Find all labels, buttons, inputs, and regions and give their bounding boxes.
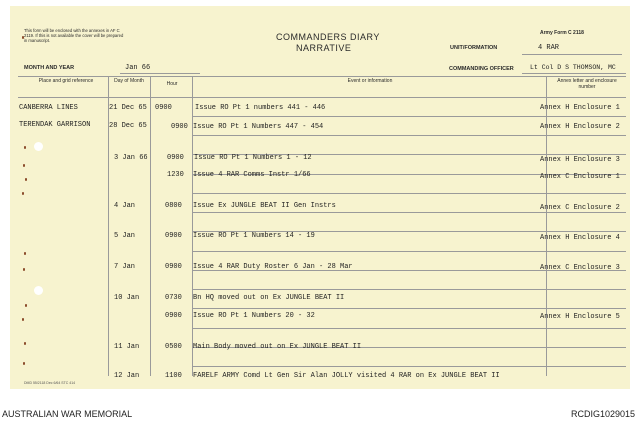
entry-hour: 0900 (167, 154, 184, 162)
col-header-annex: Annex letter and enclosure number (557, 78, 617, 90)
column-divider (108, 76, 109, 376)
entry-day: 12 Jan (114, 372, 140, 380)
entry-hour: 0900 (165, 312, 182, 320)
entry-event: Issue RO Pt 1 Numbers 20 - 32 (193, 312, 315, 320)
row-rule (192, 193, 626, 194)
caption-left: AUSTRALIAN WAR MEMORIAL (2, 409, 133, 419)
col-header-hour: Hour (166, 81, 178, 87)
form-note: This form will be enclosed with the annexes in AF C 2119. If this is not available the cover will be prepared in manuscript. (24, 28, 124, 43)
entry-hour: 0800 (165, 202, 182, 210)
entry-day: 11 Jan (114, 343, 140, 351)
caption-right: RCDIG1029015 (570, 409, 635, 419)
col-header-day: Day of Month (114, 78, 144, 84)
entry-hour: 0730 (165, 294, 182, 302)
entry-annex: Annex H Enclosure 1 (540, 104, 620, 112)
entry-annex: Annex C Enclosure 2 (540, 204, 620, 212)
entry-annex: Annex H Enclosure 3 (540, 156, 620, 164)
entry-hour: 0900 (155, 104, 172, 112)
row-rule (192, 328, 626, 329)
entry-place: TERENDAK GARRISON (19, 121, 91, 129)
entry-annex: Annex H Enclosure 5 (540, 313, 620, 321)
table-top-rule (18, 76, 626, 77)
entry-event: FARELF ARMY Comd Lt Gen Sir Alan JOLLY visited 4 RAR on Ex JUNGLE BEAT II (193, 372, 500, 380)
entry-day: 5 Jan (114, 232, 136, 240)
entry-hour: 1230 (167, 171, 184, 179)
month-value: Jan 66 (125, 64, 151, 72)
rust-spot (24, 342, 26, 345)
row-rule (192, 366, 626, 367)
unit-label: UNIT/FORMATION (450, 45, 498, 51)
rust-spot (23, 164, 25, 167)
entry-hour: 1100 (165, 372, 182, 380)
print-code: DMD 55/2118 Dec 6/64 STC 414 (24, 381, 76, 385)
header-rule (120, 73, 200, 74)
rust-spot (22, 192, 24, 195)
entry-day: 3 Jan 66 (114, 154, 148, 162)
entry-event: Issue Ex JUNGLE BEAT II Gen Instrs (193, 202, 336, 210)
rust-spot (22, 318, 24, 321)
column-divider (150, 76, 151, 376)
page-title: COMMANDERS DIARY (276, 32, 380, 42)
entry-event: Issue RO Pt 1 Numbers 1 - 12 (194, 154, 312, 162)
entry-event: Bn HQ moved out on Ex JUNGLE BEAT II (193, 294, 345, 302)
entry-event: Issue 4 RAR Duty Roster 6 Jan - 28 Mar (193, 263, 353, 271)
co-label: COMMANDING OFFICER (449, 66, 514, 72)
entry-hour: 0500 (165, 343, 182, 351)
column-divider (546, 76, 547, 376)
rust-spot (23, 268, 25, 271)
entry-day: 21 Dec 65 (109, 104, 147, 112)
entry-annex: Annex H Enclosure 2 (540, 123, 620, 131)
rust-spot (25, 178, 27, 181)
punch-hole (34, 286, 43, 295)
entry-event: Issue RO Pt 1 Numbers 447 - 454 (193, 123, 324, 131)
column-divider (192, 76, 193, 376)
header-rule (522, 73, 626, 74)
row-rule (192, 212, 626, 213)
co-value: Lt Col D S THOMSON, MC (530, 64, 616, 71)
header-rule (522, 54, 622, 55)
entry-hour: 0900 (171, 123, 188, 131)
col-header-place: Place and grid reference (38, 78, 94, 84)
entry-hour: 0900 (165, 232, 182, 240)
row-rule (192, 308, 626, 309)
rust-spot (24, 252, 26, 255)
row-rule (192, 116, 626, 117)
row-rule (192, 135, 626, 136)
entry-event: Issue 4 RAR Comms Instr 1/66 (193, 171, 311, 179)
rust-spot (24, 146, 26, 149)
entry-place: CANBERRA LINES (19, 104, 78, 112)
row-rule (192, 251, 626, 252)
entry-annex: Annex C Enclosure 3 (540, 264, 620, 272)
unit-value: 4 RAR (538, 44, 560, 52)
entry-day: 7 Jan (114, 263, 136, 271)
entry-event: Issue RO Pt 1 numbers 441 - 446 (195, 104, 326, 112)
row-rule (192, 289, 626, 290)
form-number: Army Form C 2118 (540, 30, 584, 36)
diary-page (10, 6, 630, 389)
month-label: MONTH AND YEAR (24, 65, 75, 71)
col-header-event: Event or information (347, 78, 393, 84)
rust-spot (23, 362, 25, 365)
entry-annex: Annex H Enclosure 4 (540, 234, 620, 242)
entry-event: Issue RO Pt 1 Numbers 14 - 19 (193, 232, 315, 240)
punch-hole (34, 142, 43, 151)
entry-day: 28 Dec 65 (109, 122, 147, 130)
entry-day: 10 Jan (114, 294, 140, 302)
entry-hour: 0900 (165, 263, 182, 271)
page-subtitle: NARRATIVE (296, 43, 352, 53)
rust-spot (25, 304, 27, 307)
entry-day: 4 Jan (114, 202, 136, 210)
header-bottom-rule (18, 97, 626, 98)
entry-event: Main Body moved out on Ex JUNGLE BEAT II (193, 343, 362, 351)
entry-annex: Annex C Enclosure 1 (540, 173, 620, 181)
